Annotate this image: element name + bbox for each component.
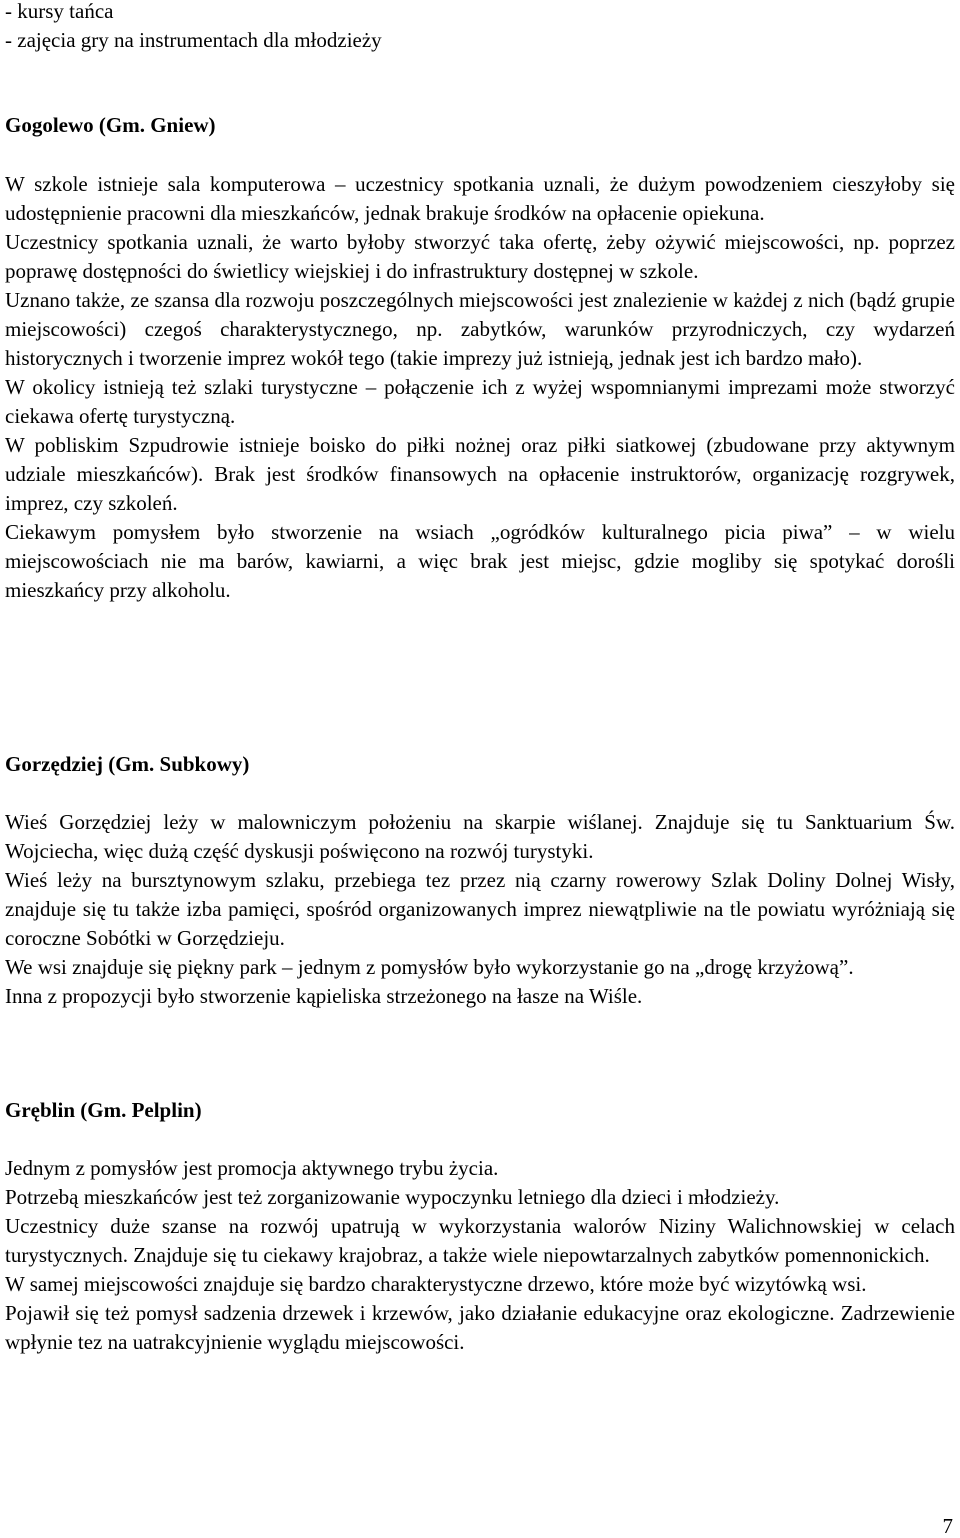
section-heading-gogolewo — [5, 111, 955, 140]
paragraph: Uznano także, ze szansa dla rozwoju poszczególnych miejscowości jest znalezienie w każdej z nich (bądź grupie miejscowości) czegoś charakterystycznego, np. zabytków, warunków przyrodniczych, czy wydarzeń historycznych i tworzenie imprez wokół tego (takie imprezy już istnieją, jednak jest ich bardzo mało). — [5, 288, 955, 370]
paragraph: Jednym z pomysłów jest promocja aktywnego trybu życia. — [5, 1156, 499, 1180]
paragraph: Pojawił się też pomysł sadzenia drzewek i krzewów, jako działanie edukacyjne oraz ekologiczne. Zadrzewienie wpłynie tez na uatrakcyjnienie wyglądu miejscowości. — [5, 1301, 955, 1354]
section-title: Gogolewo (Gm. Gniew) — [5, 113, 216, 137]
paragraph: Ciekawym pomysłem było stworzenie na wsiach „ogródków kulturalnego picia piwa” – w wielu miejscowościach nie ma barów, kawiarni, a więc brak jest miejsc, gdzie mogliby się spotykać dorośli mieszkańcy przy alkoholu. — [5, 520, 955, 602]
paragraph: W szkole istnieje sala komputerowa – uczestnicy spotkania uznali, że dużym powodzeniem cieszyłoby się udostępnienie pracowni dla mieszkańców, jednak brakuje środków na opłacenie opiekuna. — [5, 172, 955, 225]
section-heading-greblin — [5, 1096, 955, 1125]
paragraph: Wieś Gorzędziej leży w malowniczym położeniu na skarpie wiślanej. Znajduje się tu Sanktuarium Św. Wojciecha, więc dużą część dyskusji poświęcono na rozwój turystyki. — [5, 810, 955, 863]
paragraph: W pobliskim Szpudrowie istnieje boisko do piłki nożnej oraz piłki siatkowej (zbudowane przy aktywnym udziale mieszkańców). Brak jest środków finansowych na opłacenie instruktorów, organizację rozgrywek, imprez, czy szkoleń. — [5, 433, 955, 515]
page-number: 7 — [942, 1514, 953, 1538]
paragraph: Inna z propozycji było stworzenie kąpieliska strzeżonego na łasze na Wiśle. — [5, 984, 643, 1008]
paragraph: W samej miejscowości znajduje się bardzo charakterystyczne drzewo, które może być wizytówką wsi. — [5, 1272, 867, 1296]
intro-line: - kursy tańca — [5, 0, 114, 23]
paragraph: Uczestnicy spotkania uznali, że warto byłoby stworzyć taka ofertę, żeby ożywić miejscowości, np. poprzez poprawę dostępności do świetlicy wiejskiej i do infrastruktury dostępnej w szkole. — [5, 230, 955, 283]
paragraph: W okolicy istnieją też szlaki turystyczne – połączenie ich z wyżej wspomnianymi imprezami może stworzyć ciekawa ofertę turystyczną. — [5, 375, 955, 428]
paragraph: Potrzebą mieszkańców jest też zorganizowanie wypoczynku letniego dla dzieci i młodzieży. — [5, 1185, 780, 1209]
section-body-gorzedziej — [5, 808, 955, 1011]
paragraph: We wsi znajduje się piękny park – jednym z pomysłów było wykorzystanie go na „drogę krzyżową”. — [5, 955, 854, 979]
intro-list — [5, 0, 955, 55]
paragraph: Wieś leży na bursztynowym szlaku, przebiega tez przez nią czarny rowerowy Szlak Doliny Dolnej Wisły, znajduje się tu także izba pamięci, spośród organizowanych imprez niewątpliwie na tle powiatu wyróżniają się coroczne Sobótki w Gorzędzieju. — [5, 868, 955, 950]
section-body-gogolewo — [5, 170, 955, 605]
section-title: Gorzędziej (Gm. Subkowy) — [5, 752, 250, 776]
paragraph: Uczestnicy duże szanse na rozwój upatrują w wykorzystania walorów Niziny Walichnowskiej w celach turystycznych. Znajduje się tu ciekawy krajobraz, a także wiele niepowtarzalnych zabytków pomennonickich. — [5, 1214, 955, 1267]
intro-line: - zajęcia gry na instrumentach dla młodzieży — [5, 28, 382, 52]
section-body-greblin — [5, 1154, 955, 1357]
section-heading-gorzedziej — [5, 750, 955, 779]
section-title: Gręblin (Gm. Pelplin) — [5, 1098, 202, 1122]
